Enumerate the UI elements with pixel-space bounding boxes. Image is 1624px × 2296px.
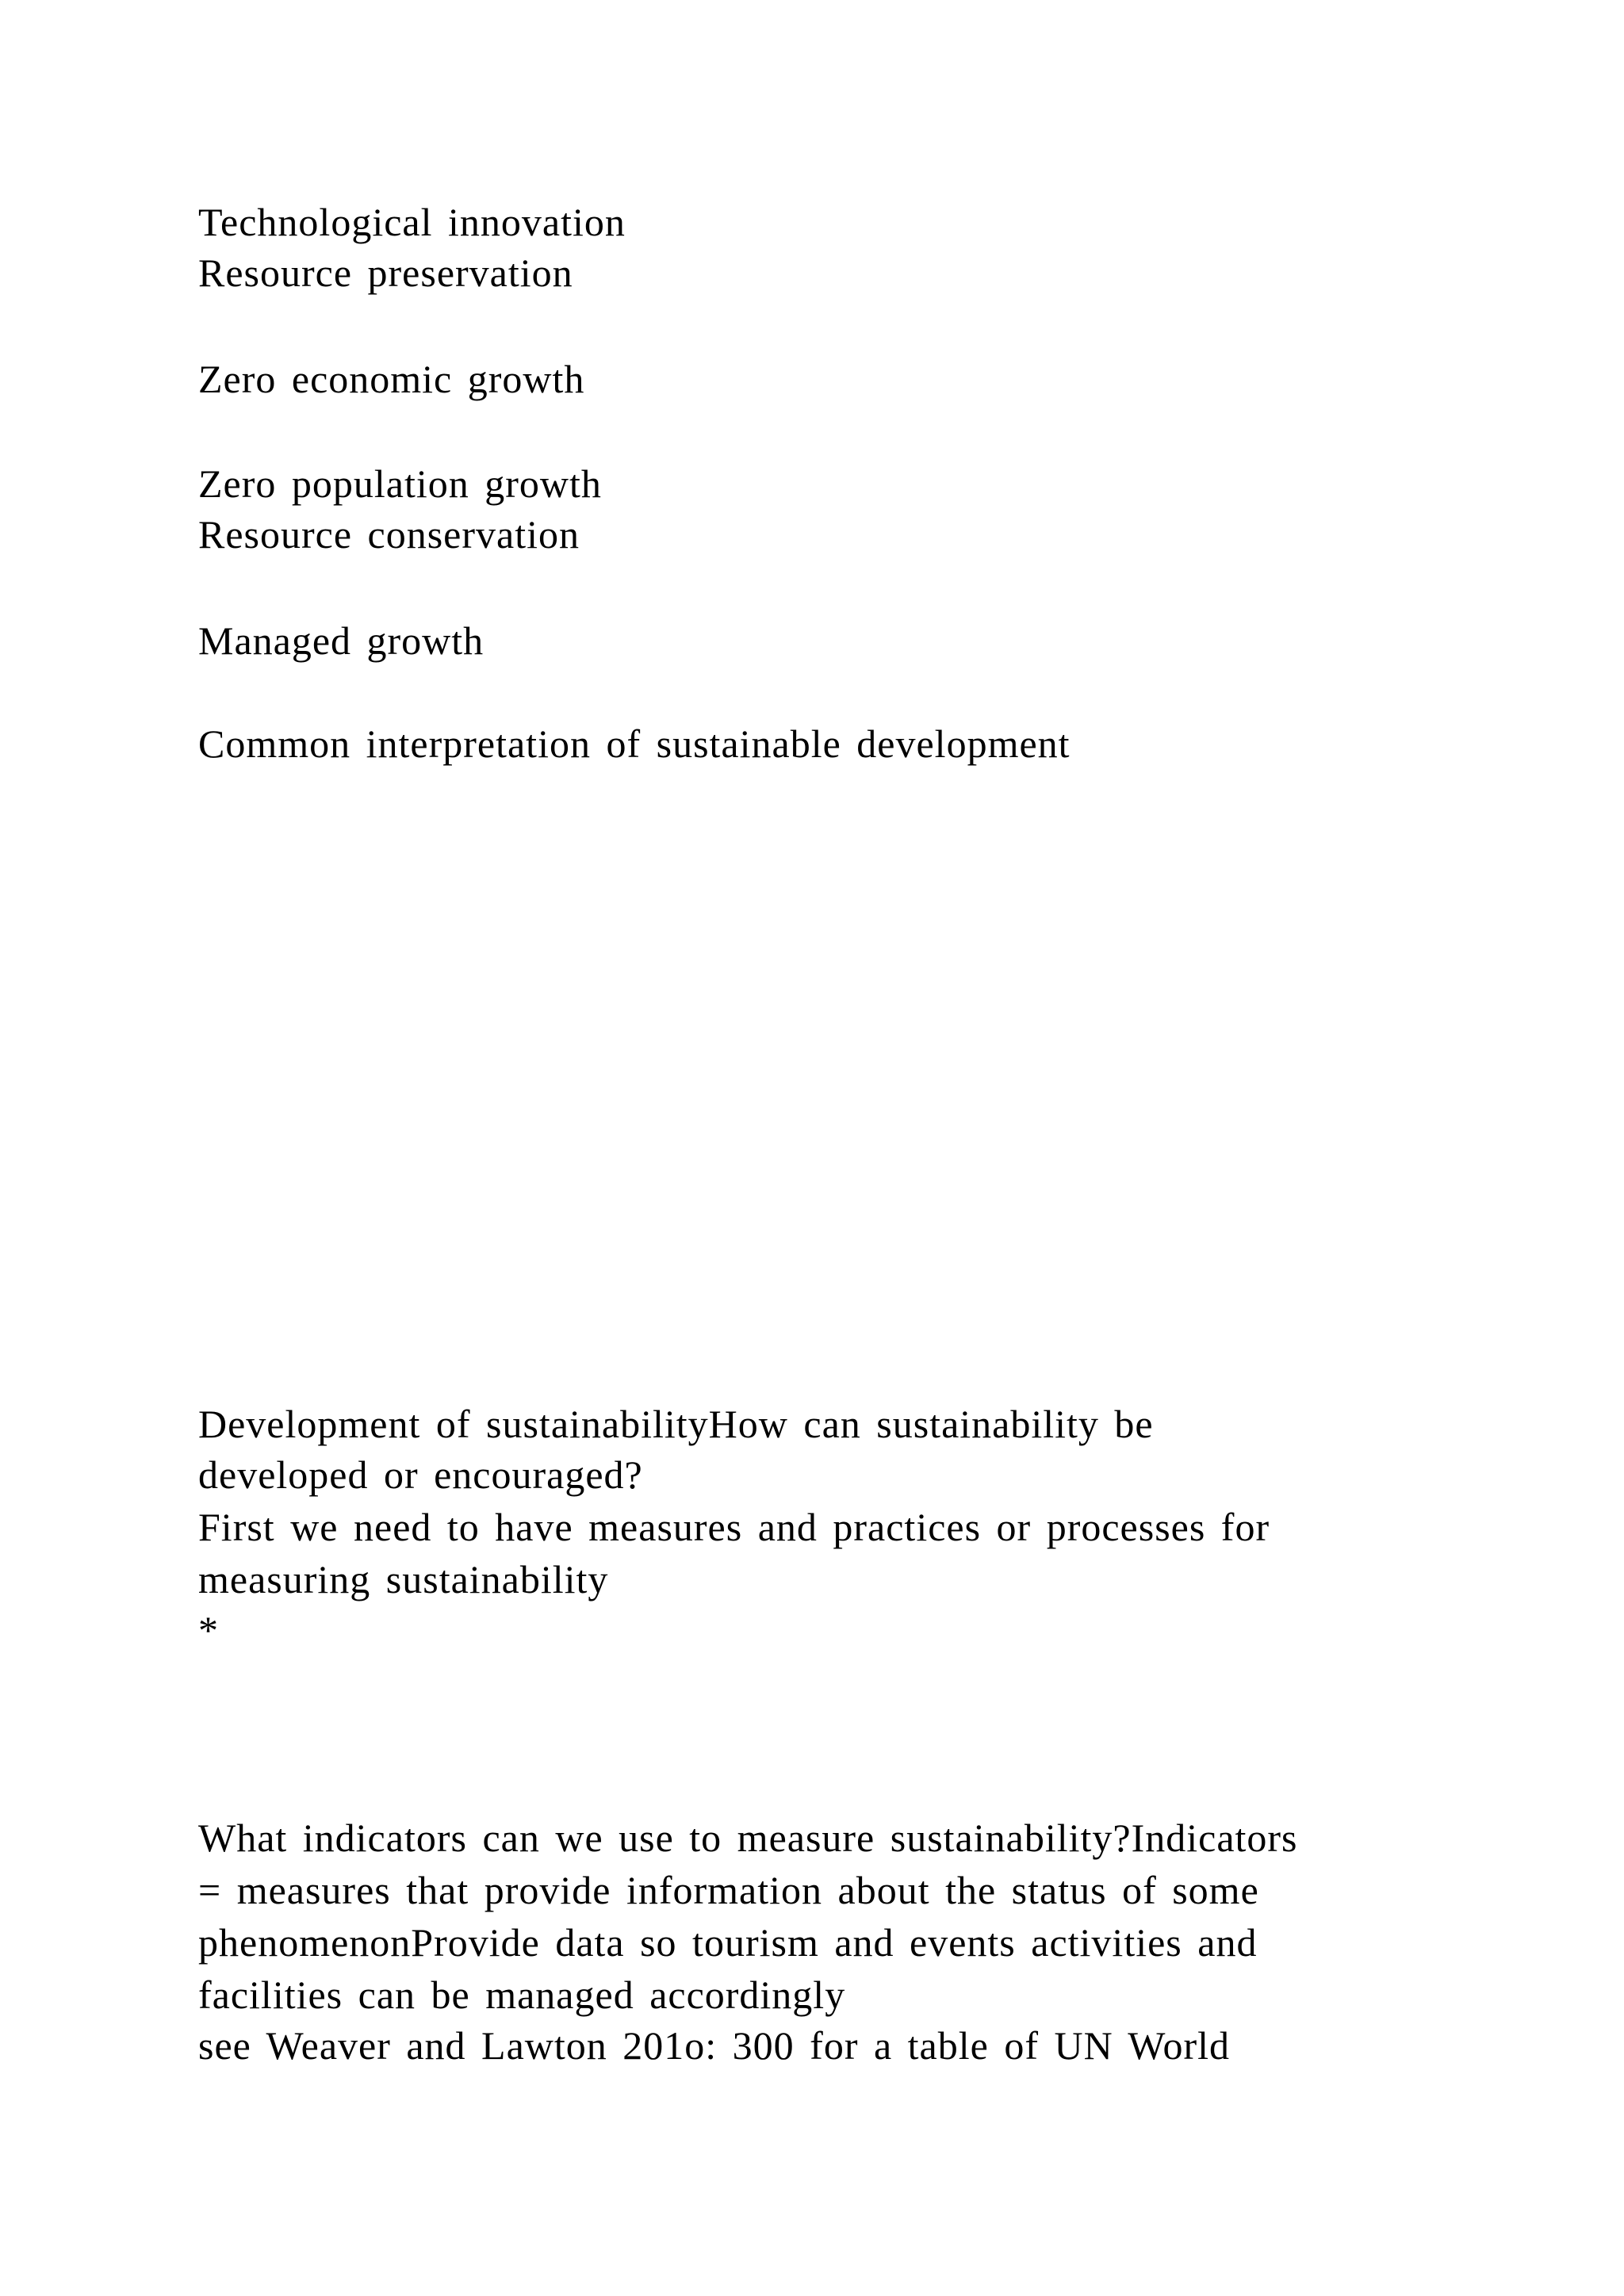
text-line-developed-encouraged: developed or encouraged? — [198, 1452, 643, 1497]
text-line-what-indicators: What indicators can we use to measure sustainability?Indicators — [198, 1816, 1298, 1860]
text-line-asterisk: * — [198, 1608, 219, 1652]
text-line-resource-conservation: Resource conservation — [198, 512, 580, 557]
text-line-phenomenon: phenomenonProvide data so tourism and events activities and — [198, 1920, 1258, 1965]
text-line-see-weaver: see Weaver and Lawton 201o: 300 for a table of UN World — [198, 2023, 1231, 2068]
text-line-zero-economic-growth: Zero economic growth — [198, 357, 585, 401]
text-line-zero-population-growth: Zero population growth — [198, 461, 602, 506]
text-line-development-heading: Development of sustainabilityHow can sustainability be — [198, 1402, 1154, 1446]
text-line-facilities: facilities can be managed accordingly — [198, 1973, 846, 2017]
text-line-measuring-sustainability: measuring sustainability — [198, 1557, 609, 1601]
text-line-technological-innovation: Technological innovation — [198, 200, 626, 244]
text-line-resource-preservation: Resource preservation — [198, 251, 573, 295]
text-line-managed-growth: Managed growth — [198, 618, 485, 663]
text-line-first-we-need: First we need to have measures and practices or processes for — [198, 1505, 1270, 1549]
text-line-common-interpretation: Common interpretation of sustainable development — [198, 721, 1071, 766]
text-line-measures-that-provide: = measures that provide information about the status of some — [198, 1868, 1259, 1912]
